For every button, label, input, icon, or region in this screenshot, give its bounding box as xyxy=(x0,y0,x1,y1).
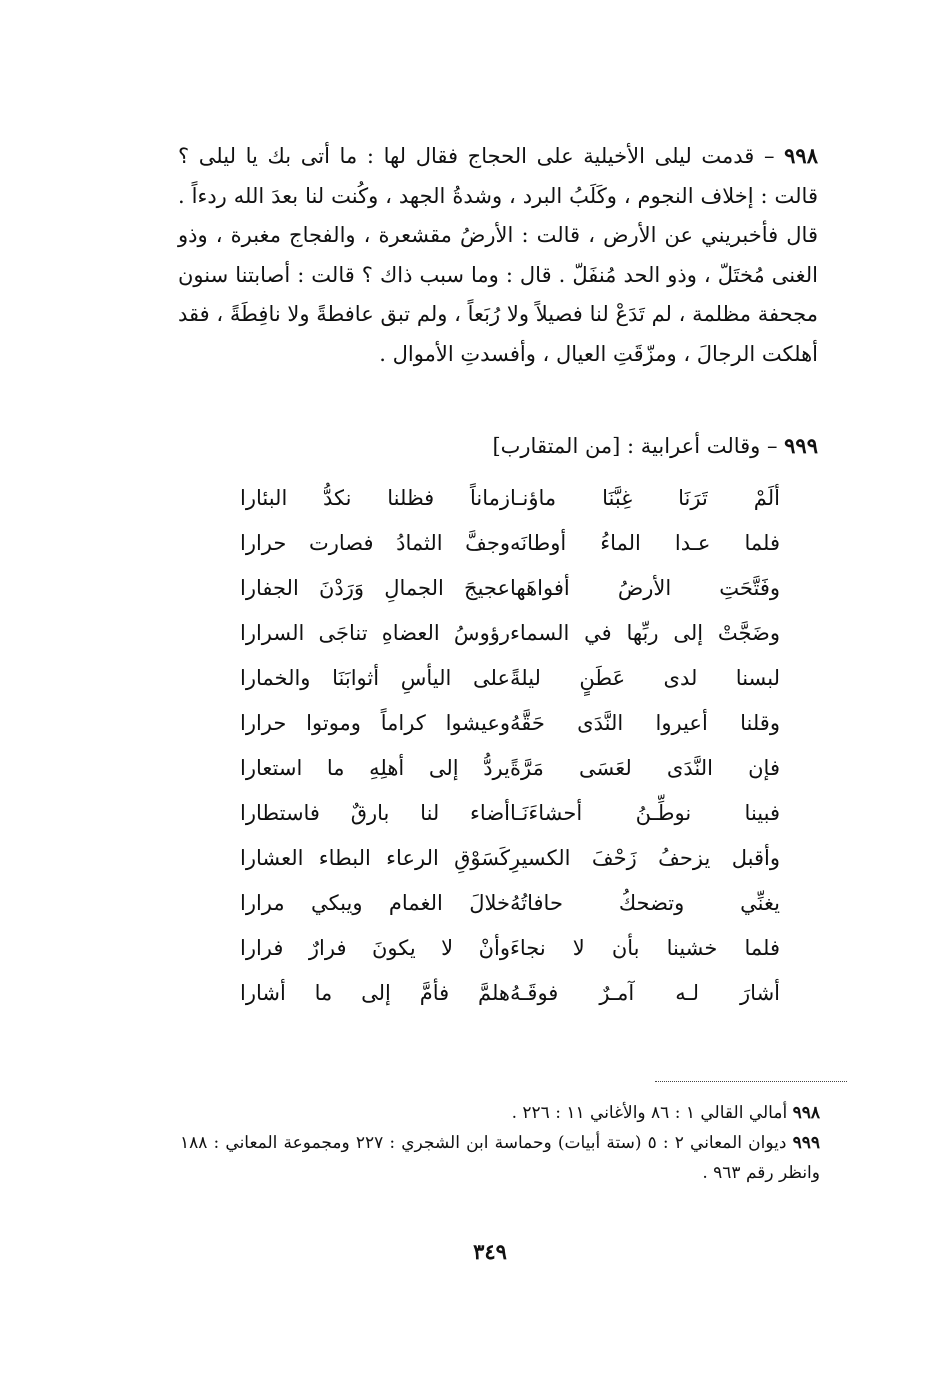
poem-verse xyxy=(240,658,780,698)
poem-verse xyxy=(240,883,780,923)
verse-second-hemistich: وأنْ لا يكونَ فرارٌ فرارا xyxy=(240,936,510,960)
footnote-number: ٩٩٨ xyxy=(792,1103,820,1123)
verse-first-hemistich: وأقبل يزحفُ زَحْفَ الكسيرِ xyxy=(510,846,780,870)
poem-verse xyxy=(240,478,780,518)
verse-second-hemistich: كَسَوْقِ الرعاء البطاء العشارا xyxy=(240,846,510,870)
page-number: ٣٤٩ xyxy=(473,1239,507,1264)
verse-second-hemistich: زماناً فظلنا نكدُّ البئارا xyxy=(240,486,510,510)
verse-second-hemistich: وجفَّ الثمادُ فصارت حرارا xyxy=(240,531,510,555)
footnote-text: ديوان المعاني ٢ : ٥ (ستة أبيات) وحماسة ابن الشجري : ٢٢٧ ومجموعة المعاني : ١٨٨ وانظر رقم ٩٦٣ . xyxy=(180,1133,820,1183)
verse-second-hemistich: وعيشوا كراماً وموتوا حرارا xyxy=(240,711,510,735)
verse-second-hemistich: أضاء لنا بارقٌ فاستطارا xyxy=(240,801,510,825)
verse-second-hemistich: عجيجَ الجمالِ وَرَدْنَ الجفارا xyxy=(240,576,510,600)
poem-verse xyxy=(240,568,780,608)
verse-first-hemistich: فبينا نوطِّـنُ أحشاءَنَـا xyxy=(510,801,780,825)
poem-verse xyxy=(240,523,780,563)
poem-verse xyxy=(240,838,780,878)
footnotes xyxy=(180,1098,820,1188)
entry-number: ٩٩٨ xyxy=(784,143,818,168)
entry-number: ٩٩٩ xyxy=(784,433,818,458)
footnote-separator xyxy=(655,1081,847,1082)
entry-999-heading xyxy=(300,426,818,466)
verse-first-hemistich: لبسنا لدى عَطَنٍ ليلةً xyxy=(510,666,780,690)
verse-first-hemistich: فلما خشينا بأن لا نجاءَ xyxy=(510,936,780,960)
footnote xyxy=(180,1098,820,1128)
verse-first-hemistich: وضَجَّتْ إلى ربِّها في السماء xyxy=(510,621,780,645)
poem-verse xyxy=(240,793,780,833)
footnote-number: ٩٩٩ xyxy=(792,1133,820,1153)
verse-first-hemistich: وقلنا أعيروا النَّدَى حَقَّهُ xyxy=(510,711,780,735)
poem-verse xyxy=(240,703,780,743)
poem-verse xyxy=(240,613,780,653)
footnote-text: أمالي القالي ١ : ٨٦ والأغاني ١١ : ٢٢٦ . xyxy=(511,1103,793,1123)
poem-verse xyxy=(240,973,780,1013)
verse-first-hemistich: يغنِّي وتضحكُ حافاتُهُ xyxy=(510,891,780,915)
entry-998 xyxy=(178,136,818,374)
verse-second-hemistich: يردُّ إلى أهلِهِ ما استعارا xyxy=(240,756,510,780)
entry-intro: – وقالت أعرابية : [من المتقارب] xyxy=(492,434,785,458)
poem-verse xyxy=(240,748,780,788)
verse-first-hemistich: فلما عـدا الماءُ أوطانَه xyxy=(510,531,780,555)
verse-second-hemistich: على اليأسِ أثوابَنَا والخمارا xyxy=(240,666,510,690)
verse-first-hemistich: ألَمْ تَرَنَا غِبَّنَا ماؤنـا xyxy=(510,486,780,510)
verse-first-hemistich: وفَتَّحَتِ الأرضُ أفواهَها xyxy=(510,576,780,600)
verse-second-hemistich: هلمَّ فأمَّ إلى ما أشارا xyxy=(240,981,510,1005)
poem-verse xyxy=(240,928,780,968)
footnote xyxy=(180,1128,820,1188)
verse-second-hemistich: رؤوسُ العضاهِ تناجَى السرارا xyxy=(240,621,510,645)
verse-first-hemistich: فإن النَّدَى لعَسَى مَرَّةً xyxy=(510,756,780,780)
entry-text: – قدمت ليلى الأخيلية على الحجاج فقال لها : ما أتى بك يا ليلى ؟ قالت : إخلاف النجوم ، وكَلَبُ البرد ، وشدةُ الجهد ، وكُنت لنا بعدَ الله ردءاً . قال فأخبريني عن الأرض ، قالت : الأرضُ مقشعرة ، والفجاج مغبرة ، وذو الغنى مُختَلّ ، وذو الحد مُنفَلّ . قال : وما سبب ذاك ؟ قالت : أصابتنا سنون مجحفة مظلمة ، لم تَدَعْ لنا فصيلاً ولا رُبَعاً ، ولم تبق عافطةً ولا نافِطَةً ، فقد أهلكت الرجالَ ، ومزّقَتِ العيال ، وأفسدتِ الأموال . xyxy=(178,144,818,366)
verse-second-hemistich: خلالَ الغمام ويبكي مرارا xyxy=(240,891,510,915)
verse-first-hemistich: أشارَ لـه آمـرٌ فوقَـهُ xyxy=(510,981,780,1005)
